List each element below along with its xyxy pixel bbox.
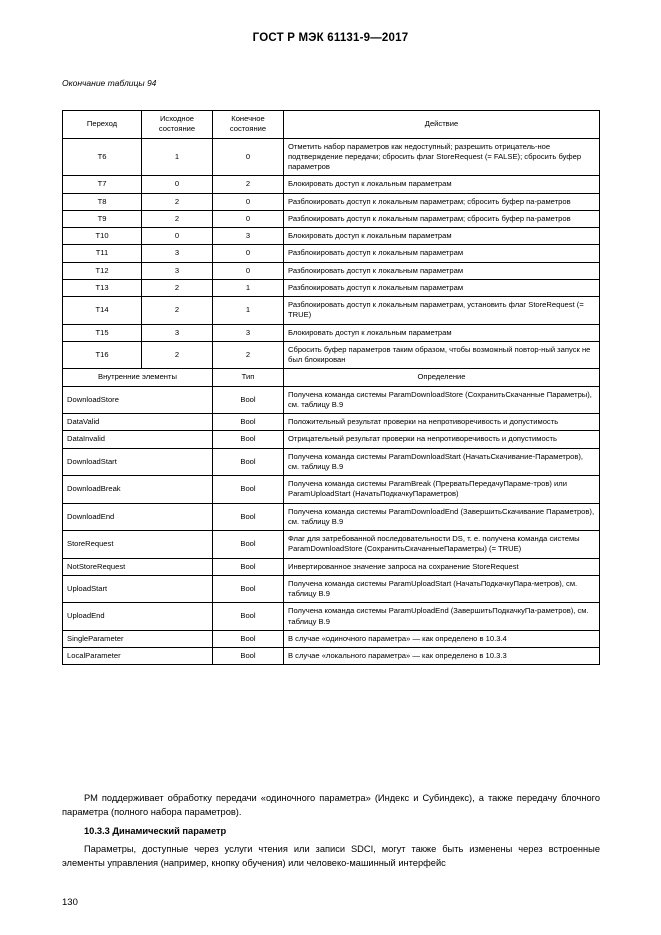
cell-transition: T12 (63, 262, 142, 279)
section-heading-text: 10.3.3 Динамический параметр (84, 826, 227, 836)
table-caption: Окончание таблицы 94 (62, 78, 157, 88)
table-subheader-row (63, 369, 600, 386)
paragraph-rm-support (62, 792, 600, 820)
element-name: SingleParameter (63, 630, 213, 647)
element-name: DownloadStore (63, 386, 213, 414)
element-definition: Получена команда системы ParamUploadStart (НачатьПодкачкуПара-метров), см. таблицу B.9 (284, 575, 600, 603)
element-row (63, 414, 600, 431)
cell-action: Разблокировать доступ к локальным параметрам, установить флаг StoreRequest (= TRUE) (284, 297, 600, 325)
element-type: Bool (213, 503, 284, 531)
cell-transition: T15 (63, 324, 142, 341)
element-type: Bool (213, 648, 284, 665)
table-row (63, 279, 600, 296)
table-row (63, 193, 600, 210)
element-name: DataInvalid (63, 431, 213, 448)
element-type: Bool (213, 575, 284, 603)
subheader-type: Тип (213, 369, 284, 386)
cell-initial: 3 (142, 324, 213, 341)
element-definition: Отрицательный результат проверки на непротиворечивость и допустимость (284, 431, 600, 448)
cell-transition: T14 (63, 297, 142, 325)
cell-action: Разблокировать доступ к локальным параметрам; сбросить буфер па-раметров (284, 210, 600, 227)
cell-action: Блокировать доступ к локальным параметрам (284, 228, 600, 245)
cell-initial: 0 (142, 176, 213, 193)
cell-initial: 0 (142, 228, 213, 245)
element-type: Bool (213, 448, 284, 476)
cell-final: 2 (213, 176, 284, 193)
cell-initial: 2 (142, 279, 213, 296)
cell-final: 0 (213, 245, 284, 262)
cell-initial: 2 (142, 297, 213, 325)
column-header-action: Действие (284, 111, 600, 139)
cell-initial: 3 (142, 262, 213, 279)
cell-initial: 2 (142, 193, 213, 210)
element-name: StoreRequest (63, 531, 213, 559)
element-name: NotStoreRequest (63, 558, 213, 575)
element-type: Bool (213, 558, 284, 575)
column-header-initial-state: Исходное состояние (142, 111, 213, 139)
table-row (63, 245, 600, 262)
paragraph-dynamic-parameter (62, 843, 600, 871)
element-row (63, 503, 600, 531)
element-row (63, 531, 600, 559)
element-row (63, 476, 600, 504)
cell-transition: T10 (63, 228, 142, 245)
cell-final: 3 (213, 228, 284, 245)
table-header-row (63, 111, 600, 139)
element-type: Bool (213, 630, 284, 647)
element-definition: Положительный результат проверки на непротиворечивость и допустимость (284, 414, 600, 431)
cell-final: 0 (213, 193, 284, 210)
element-definition: Получена команда системы ParamUploadEnd (ЗавершитьПодкачкуПа-раметров), см. таблицу B.9 (284, 603, 600, 631)
table-row (63, 210, 600, 227)
column-header-transition: Переход (63, 111, 142, 139)
element-row (63, 603, 600, 631)
element-definition: Инвертированное значение запроса на сохранение StoreRequest (284, 558, 600, 575)
cell-action: Разблокировать доступ к локальным параметрам; сбросить буфер па-раметров (284, 193, 600, 210)
cell-final: 1 (213, 297, 284, 325)
cell-action: Блокировать доступ к локальным параметрам (284, 324, 600, 341)
subheader-internal-elements: Внутренние элементы (63, 369, 213, 386)
page-header: ГОСТ Р МЭК 61131-9—2017 (252, 32, 409, 44)
element-name: DownloadEnd (63, 503, 213, 531)
table-row (63, 324, 600, 341)
element-definition: Получена команда системы ParamDownloadStore (СохранитьСкачанные Параметры), см. таблицу B.9 (284, 386, 600, 414)
cell-transition: T6 (63, 138, 142, 176)
element-name: DataValid (63, 414, 213, 431)
paragraph-text: РМ поддерживает обработку передачи «одиночного параметра» (Индекс и Субиндекс), а также передачу блочного параметра (полного набора параметров). (62, 793, 600, 817)
cell-final: 0 (213, 138, 284, 176)
element-type: Bool (213, 603, 284, 631)
element-type: Bool (213, 386, 284, 414)
element-row (63, 448, 600, 476)
cell-action: Блокировать доступ к локальным параметрам (284, 176, 600, 193)
element-definition: В случае «локального параметра» — как определено в 10.3.3 (284, 648, 600, 665)
element-definition: Получена команда системы ParamDownloadStart (НачатьСкачивание-Параметров), см. таблицу B.9 (284, 448, 600, 476)
cell-initial: 2 (142, 341, 213, 369)
cell-final: 0 (213, 210, 284, 227)
section-heading-10-3-3 (62, 825, 600, 839)
cell-transition: T11 (63, 245, 142, 262)
cell-final: 2 (213, 341, 284, 369)
cell-transition: T16 (63, 341, 142, 369)
cell-initial: 1 (142, 138, 213, 176)
cell-initial: 3 (142, 245, 213, 262)
element-row (63, 431, 600, 448)
cell-action: Разблокировать доступ к локальным параметрам (284, 262, 600, 279)
element-name: DownloadBreak (63, 476, 213, 504)
element-type: Bool (213, 414, 284, 431)
page-number: 130 (62, 897, 78, 908)
element-definition: Получена команда системы ParamDownloadEnd (ЗавершитьСкачивание Параметров), см. таблицу B.9 (284, 503, 600, 531)
cell-final: 1 (213, 279, 284, 296)
cell-transition: T7 (63, 176, 142, 193)
element-row (63, 558, 600, 575)
table-row (63, 262, 600, 279)
cell-transition: T8 (63, 193, 142, 210)
table-row (63, 176, 600, 193)
element-type: Bool (213, 476, 284, 504)
transitions-table (62, 110, 600, 665)
element-name: UploadStart (63, 575, 213, 603)
element-name: UploadEnd (63, 603, 213, 631)
element-definition: Флаг для затребованной последовательности DS, т. е. получена команда системы ParamDownloadStore (СохранитьСкачанныеПараметры) (= TRUE) (284, 531, 600, 559)
table-row (63, 297, 600, 325)
element-type: Bool (213, 431, 284, 448)
cell-final: 0 (213, 262, 284, 279)
element-type: Bool (213, 531, 284, 559)
paragraph-text: Параметры, доступные через услуги чтения или записи SDCI, могут также быть изменены через встроенные элементы управления (например, кнопку обучения) или человеко-машинный интерфейс (62, 844, 600, 868)
cell-transition: T9 (63, 210, 142, 227)
table-row (63, 228, 600, 245)
element-definition: Получена команда системы ParamBreak (ПрерватьПередачуПараме-тров) или ParamUploadStart (НачатьПодкачкуПараметров) (284, 476, 600, 504)
element-row (63, 575, 600, 603)
cell-initial: 2 (142, 210, 213, 227)
element-row (63, 630, 600, 647)
cell-action: Разблокировать доступ к локальным параметрам (284, 245, 600, 262)
cell-action: Отметить набор параметров как недоступный; разрешить отрицатель-ное подтверждение передачи; сбросить флаг StoreRequest (= FALSE); сбросить буфер параметров (284, 138, 600, 176)
column-header-final-state: Конечное состояние (213, 111, 284, 139)
element-row (63, 648, 600, 665)
element-name: DownloadStart (63, 448, 213, 476)
cell-transition: T13 (63, 279, 142, 296)
subheader-definition: Определение (284, 369, 600, 386)
table-row (63, 138, 600, 176)
table-row (63, 341, 600, 369)
element-definition: В случае «одиночного параметра» — как определено в 10.3.4 (284, 630, 600, 647)
cell-final: 3 (213, 324, 284, 341)
element-row (63, 386, 600, 414)
cell-action: Разблокировать доступ к локальным параметрам (284, 279, 600, 296)
element-name: LocalParameter (63, 648, 213, 665)
cell-action: Сбросить буфер параметров таким образом, чтобы возможный повтор-ный запуск не был блокирован (284, 341, 600, 369)
